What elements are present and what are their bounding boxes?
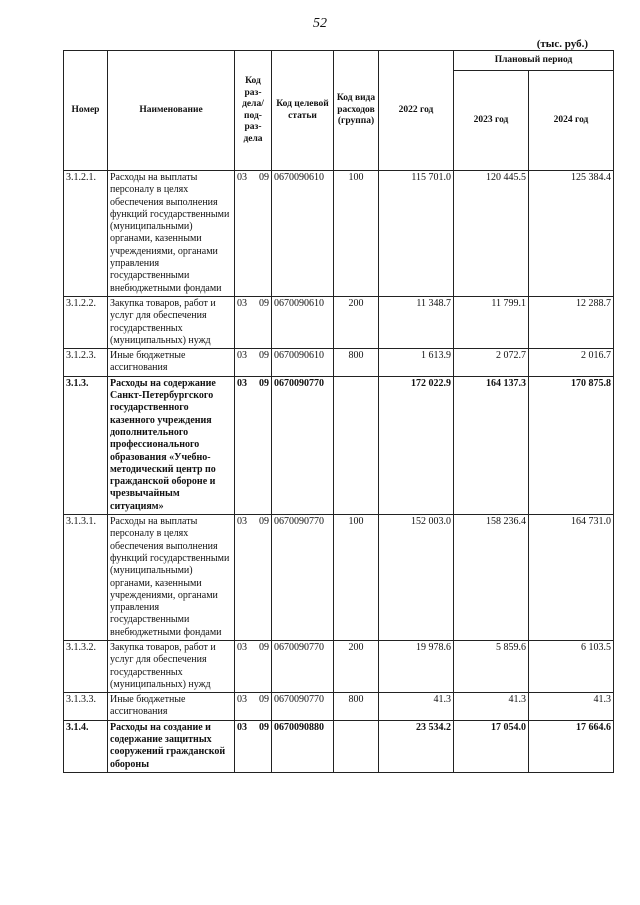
row-expense-code: 800 [334, 693, 379, 721]
row-2022: 115 701.0 [379, 171, 454, 297]
row-2023: 5 859.6 [454, 640, 529, 692]
row-2024: 17 664.6 [529, 720, 614, 772]
row-expense-code [334, 720, 379, 772]
row-expense-code: 200 [334, 296, 379, 348]
row-target-code: 0670090770 [272, 376, 334, 514]
row-name: Иные бюджетные ассигнования [108, 693, 235, 721]
row-section-code [235, 376, 272, 514]
subsection-code: 09 [259, 516, 269, 528]
row-target-code: 0670090770 [272, 693, 334, 721]
row-target-code: 0670090770 [272, 515, 334, 641]
row-name: Расходы на выплаты персоналу в целях обеспечения выполнения функций государственными (муниципальными) органами, казенными учреждениями, органами управления государственными внебюджетными фондами [108, 515, 235, 641]
row-section-code [235, 515, 272, 641]
subsection-code: 09 [259, 172, 269, 183]
section-code: 03 [237, 641, 247, 653]
row-2024: 170 875.8 [529, 376, 614, 514]
table-row [64, 693, 614, 721]
row-section-code [235, 296, 272, 348]
header-expense-code: Код вида расходов (группа) [334, 51, 379, 171]
section-code: 03 [237, 721, 247, 733]
subsection-code: 09 [259, 377, 269, 389]
table-row [64, 171, 614, 297]
row-name: Закупка товаров, работ и услуг для обеспечения государственных (муниципальных) нужд [108, 296, 235, 348]
row-2024: 2 016.7 [529, 349, 614, 377]
row-2022: 41.3 [379, 693, 454, 721]
row-target-code: 0670090610 [272, 296, 334, 348]
row-2024: 41.3 [529, 693, 614, 721]
row-target-code: 0670090880 [272, 720, 334, 772]
subsection-code: 09 [259, 297, 269, 309]
subsection-code: 09 [259, 721, 269, 733]
section-code: 03 [237, 172, 247, 183]
row-2022: 1 613.9 [379, 349, 454, 377]
section-code: 03 [237, 377, 247, 389]
subsection-code: 09 [259, 350, 269, 362]
row-2023: 11 799.1 [454, 296, 529, 348]
units-label: (тыс. руб.) [536, 38, 588, 50]
section-code: 03 [237, 516, 247, 528]
section-code: 03 [237, 297, 247, 309]
row-number: 3.1.3.2. [64, 640, 108, 692]
row-name: Расходы на содержание Санкт-Петербургского государственного казенного учреждения дополнительного профессионального образования «Учебно-методический центр по гражданской обороне и чрезвычайным ситуациям» [108, 376, 235, 514]
row-name: Иные бюджетные ассигнования [108, 349, 235, 377]
row-2023: 17 054.0 [454, 720, 529, 772]
row-2023: 120 445.5 [454, 171, 529, 297]
row-section-code [235, 640, 272, 692]
row-2022: 172 022.9 [379, 376, 454, 514]
table-row [64, 349, 614, 377]
header-year-2022: 2022 год [379, 51, 454, 171]
row-number: 3.1.3.3. [64, 693, 108, 721]
row-number: 3.1.4. [64, 720, 108, 772]
table-row [64, 515, 614, 641]
row-expense-code: 100 [334, 515, 379, 641]
header-name: Наименование [108, 51, 235, 171]
row-2024: 12 288.7 [529, 296, 614, 348]
row-2022: 23 534.2 [379, 720, 454, 772]
row-name: Расходы на выплаты персоналу в целях обеспечения выполнения функций государственными (муниципальными) органами, казенными учреждениями, органами управления государственными внебюджетными фондами [108, 171, 235, 297]
row-expense-code: 800 [334, 349, 379, 377]
row-name: Закупка товаров, работ и услуг для обеспечения государственных (муниципальных) нужд [108, 640, 235, 692]
row-2022: 19 978.6 [379, 640, 454, 692]
row-number: 3.1.3.1. [64, 515, 108, 641]
row-expense-code: 200 [334, 640, 379, 692]
row-number: 3.1.2.2. [64, 296, 108, 348]
row-2023: 158 236.4 [454, 515, 529, 641]
row-number: 3.1.3. [64, 376, 108, 514]
header-target-code: Код целевой статьи [272, 51, 334, 171]
row-2023: 41.3 [454, 693, 529, 721]
row-section-code [235, 720, 272, 772]
header-number: Номер [64, 51, 108, 171]
row-2022: 11 348.7 [379, 296, 454, 348]
page-number: 52 [313, 16, 327, 31]
row-2023: 164 137.3 [454, 376, 529, 514]
section-code: 03 [237, 694, 247, 706]
table-row [64, 640, 614, 692]
table-row [64, 376, 614, 514]
row-section-code [235, 693, 272, 721]
row-section-code [235, 349, 272, 377]
budget-table [63, 50, 614, 773]
row-number: 3.1.2.1. [64, 171, 108, 297]
row-expense-code [334, 376, 379, 514]
subsection-code: 09 [259, 641, 269, 653]
row-2024: 6 103.5 [529, 640, 614, 692]
row-2024: 125 384.4 [529, 171, 614, 297]
header-year-2023: 2023 год [454, 71, 529, 171]
row-name: Расходы на создание и содержание защитных сооружений гражданской обороны [108, 720, 235, 772]
header-year-2024: 2024 год [529, 71, 614, 171]
section-code: 03 [237, 350, 247, 362]
header-section-code: Код раз-дела/ под-раз-дела [235, 51, 272, 171]
row-expense-code: 100 [334, 171, 379, 297]
row-target-code: 0670090610 [272, 349, 334, 377]
table-row [64, 720, 614, 772]
row-2022: 152 003.0 [379, 515, 454, 641]
row-number: 3.1.2.3. [64, 349, 108, 377]
row-2023: 2 072.7 [454, 349, 529, 377]
row-section-code [235, 171, 272, 297]
row-2024: 164 731.0 [529, 515, 614, 641]
row-target-code: 0670090770 [272, 640, 334, 692]
table-row [64, 296, 614, 348]
header-planning-period: Плановый период [454, 51, 614, 71]
subsection-code: 09 [259, 694, 269, 706]
row-target-code: 0670090610 [272, 171, 334, 297]
